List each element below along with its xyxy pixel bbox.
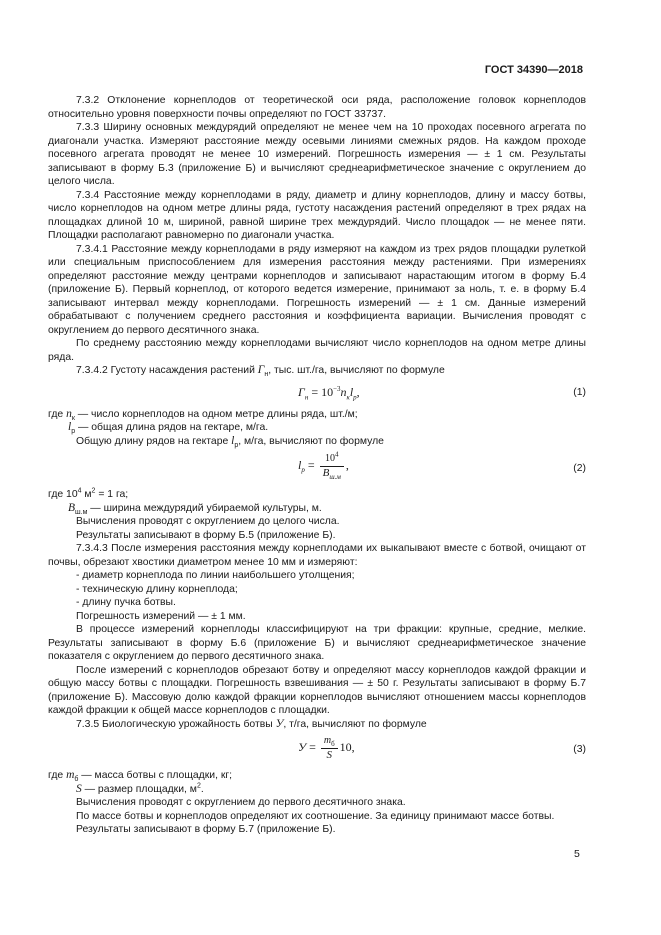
page-content — [48, 94, 586, 837]
para-accuracy: Погрешность измерений — ± 1 мм. — [76, 610, 246, 622]
list-item: - длину пучка ботвы. — [76, 597, 176, 608]
where-10-4: где $10^4$ $м^2 = 1$ га; — [48, 487, 129, 500]
para-7-3-5: 7.3.5 Биологическую урожайность ботвы У, т/га, вычисляют по формуле — [76, 717, 427, 730]
para-row-count: По среднему расстоянию между корнеплодами вычисляют число корнеплодов на одном метре длины ряда. — [48, 338, 586, 363]
para-rounding-int: Вычисления проводят с округлением до целого числа. — [76, 516, 340, 527]
where-bshm: $В_{ш.м}$ — ширина междурядий убираемой культуры, м. — [68, 501, 322, 516]
formula-number: (2) — [573, 463, 586, 474]
page-number: 5 — [574, 848, 580, 860]
list-item: - диаметр корнеплода по линии наибольшего утолщения; — [76, 570, 355, 581]
para-form-b7: Результаты записывают в форму Б.7 (приложение Б). — [76, 824, 336, 835]
formula-1: $Г_н = 10^{-3}n_кl_р$, (1) — [298, 384, 586, 401]
where-s: S — размер площадки, $м^2$. — [76, 782, 204, 795]
para-7-3-2: 7.3.2 Отклонение корнеплодов от теоретической оси ряда, расположение головок корнеплодов относительно уровня поверхности почвы определяют по ГОСТ 33737. — [48, 95, 586, 120]
para-weighing: После измерений с корнеплодов обрезают ботву и определяют массу корнеплодов каждой фракции и общую массу ботвы с площадки. Погрешность взвешивания — ± 50 г. Результаты записывают в форму Б.7 (приложение Б). Массовую долю каждой фракции корнеплодов вычисляют отношением массы корнеплодов каждой фракции к общей массе корнеплодов с площадки. — [48, 664, 586, 716]
formula-number: (3) — [573, 744, 586, 755]
para-7-3-4-1: 7.3.4.1 Расстояние между корнеплодами в ряду измеряют на каждом из трех рядов площадки рулеткой или специальным приспособлением для измерения расстояния между растениями. При измерениях определяют расстояние между центрами корнеплодов и записывают нарастающим итогом в форму Б.4 (приложение Б). Первый корнеплод, от которого ведется измерение, принимают за ноль, т. е. в форму Б.4 записывают интервал между корнеплодами. Погрешность измерений — ± 1 см. Данные измерений обрабатывают с получением среднего расстояния и коэффициента вариации. Вычисления проводят с округлением до первого десятичного знака. — [48, 243, 586, 336]
formula-3: У = $\frac{m_б}{S}$ 10, (3) — [298, 735, 586, 761]
document-header: ГОСТ 34390—2018 — [484, 64, 583, 76]
para-7-3-4-3: 7.3.4.3 После измерения расстояния между корнеплодами их выкапывают вместе с ботвой, очищают от почвы, обрезают хвостики диаметром менее 10 мм и измеряют: — [48, 543, 586, 568]
para-7-3-4-2: 7.3.4.2 Густоту насаждения растений $Г_н$, тыс. шт./га, вычисляют по формуле — [76, 364, 445, 379]
para-7-3-4: 7.3.4 Расстояние между корнеплодами в ряду, диаметр и длину корнеплодов, длину и массу ботвы, число корнеплодов на одном метре длины ряда, густоту насаждения растений определяют в трех рядах на площадках длиной 10 м, шириной, равной ширине трех междурядий. Число площадок — не менее пяти. Площадки располагают равномерно по диагонали участка. — [48, 189, 586, 241]
para-form-b5: Результаты записывают в форму Б.5 (приложение Б). — [76, 529, 336, 541]
para-total-length: Общую длину рядов на гектаре $l_р$, м/га, вычисляют по формуле — [76, 434, 384, 449]
para-ratio: По массе ботвы и корнеплодов определяют их соотношение. За единицу принимают массе ботвы. — [76, 810, 555, 822]
formula-number: (1) — [573, 386, 586, 398]
where-nk: где $n_к$ — число корнеплодов на одном метре длины ряда, шт./м; — [48, 407, 358, 422]
where-mb: где $m_б$ — масса ботвы с площадки, кг; — [48, 769, 233, 784]
list-item: - техническую длину корнеплода; — [76, 583, 238, 595]
para-rounding-dec: Вычисления проводят с округлением до первого десятичного знака. — [76, 797, 406, 808]
para-7-3-3: 7.3.3 Ширину основных междурядий определяют не менее чем на 10 проходах посевного агрегата по диагонали участка. Измеряют расстояние между осевыми линиями смежных рядов. На каждом проходе посевного агрегата проводят не менее 10 измерений. Погрешность измерения — ± 1 см. Результаты записывают в форму Б.3 (приложение Б) и вычисляют среднеарифметическое значение с округлением до целого числа. — [48, 122, 586, 187]
where-lr: $l_р$ — общая длина рядов на гектаре, м/га. — [68, 421, 269, 436]
para-fractions: В процессе измерений корнеплоды классифицируют на три фракции: крупные, средние, мелкие. Результаты записывают в форму Б.6 (приложение Б) и вычисляют среднеарифметическое значение показателя с округлением до первого десятичного знака. — [48, 624, 586, 662]
formula-2: $l_р$ = $\frac{10^4}{В_{ш.м}}$ , (2) — [298, 450, 586, 481]
